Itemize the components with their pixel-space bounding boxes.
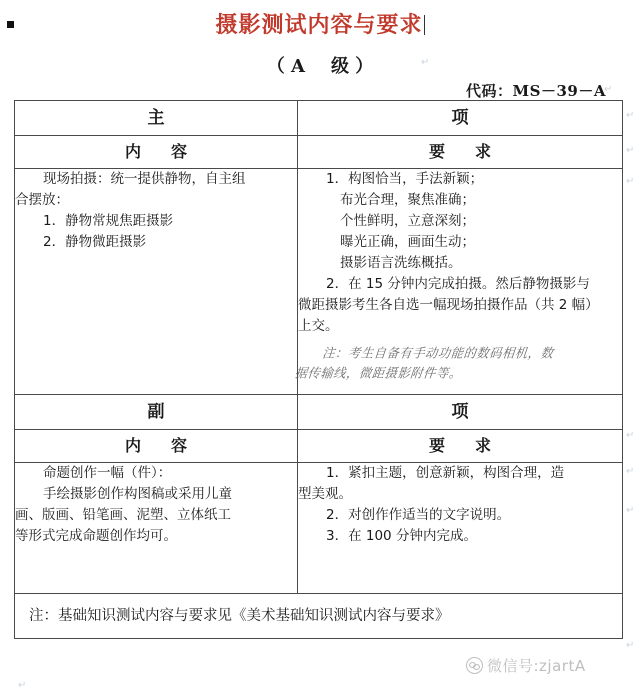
page-title	[0, 8, 640, 39]
main-req-line-8: 上交。	[298, 318, 339, 334]
grade-prefix: （ A	[266, 56, 305, 77]
watermark	[466, 655, 586, 676]
sub-req-line-3: 2．对创作作适当的文字说明。	[326, 507, 511, 523]
sub-requirement-cell	[298, 463, 623, 594]
watermark-text: 微信号:zjartA	[487, 657, 586, 675]
sub-content-line-1: 命题创作一幅（件）：	[43, 465, 172, 481]
column-header-content-sub-cell	[15, 430, 298, 463]
sub-content-line-3: 画、版画、铅笔画、泥塑、立体纸工	[15, 507, 231, 523]
section-body-main	[15, 169, 623, 395]
footer-note-row	[15, 594, 623, 639]
handwritten-note-line-2: 据传输线，微距摄影附件等。	[294, 364, 463, 381]
section-banner-main-right-cell	[298, 101, 623, 136]
column-header-content-main	[15, 136, 297, 168]
section-banner-sub-right: 项	[451, 402, 469, 422]
colhead-main-req-a: 要	[428, 142, 445, 161]
main-req-line-2: 布光合理，聚焦准确；	[340, 192, 475, 208]
main-req-line-4: 曝光正确，画面生动；	[340, 234, 475, 250]
pilcrow-mark: ↵	[626, 640, 635, 651]
sub-req-line-1: 1．紧扣主题，创意新颖，构图合理，造	[326, 465, 565, 481]
pilcrow-mark: ↵	[18, 680, 27, 691]
exam-code: 代码：MS－39－A	[466, 82, 606, 100]
sub-content-cell	[15, 463, 298, 594]
column-header-content-main-cell	[15, 136, 298, 169]
sub-req-line-2: 型美观。	[298, 486, 352, 502]
main-content-line-2: 合摆放：	[15, 192, 69, 208]
section-banner-sub-right-cell	[298, 395, 623, 430]
main-req-line-1: 1．构图恰当，手法新颖；	[326, 171, 484, 187]
colhead-main-req-b: 求	[475, 142, 492, 161]
column-header-requirement-main	[298, 136, 622, 168]
footer-note: 注：基础知识测试内容与要求见《美术基础知识测试内容与要求》	[29, 608, 450, 624]
section-banner-sub	[15, 395, 623, 430]
section-banner-main-left: 主	[147, 108, 165, 128]
main-content-line-1: 现场拍摄：统一提供静物，自主组	[43, 171, 246, 187]
main-req-line-6: 2．在 15 分钟内完成拍摄。然后静物摄影与	[326, 276, 590, 292]
colhead-sub-req-a: 要	[428, 436, 445, 455]
main-requirement-cell	[294, 169, 623, 395]
sub-content-line-2: 手绘摄影创作构图稿或采用儿童	[43, 486, 232, 502]
requirements-table	[14, 100, 623, 639]
pilcrow-mark: ↵	[626, 505, 635, 516]
section-banner-sub-left: 副	[147, 402, 165, 422]
handwritten-note	[294, 343, 616, 383]
pilcrow-mark: ↵	[626, 176, 635, 187]
section-body-sub	[15, 463, 623, 594]
main-req-line-3: 个性鲜明，立意深刻；	[340, 213, 475, 229]
grade-suffix: 级 ）	[330, 56, 374, 77]
footer-note-cell	[15, 594, 623, 639]
pilcrow-mark: ↵	[626, 430, 635, 441]
pilcrow-mark: ↵	[421, 57, 430, 68]
section-banner-main-right: 项	[451, 108, 469, 128]
colhead-sub-req-b: 求	[475, 436, 492, 455]
pilcrow-mark: ↵	[604, 84, 613, 95]
main-req-line-7: 微距摄影考生各自选一幅现场拍摄作品（共 2 幅）	[298, 297, 599, 313]
main-content-cell	[15, 169, 298, 395]
column-headers-sub	[15, 430, 623, 463]
section-banner-main	[15, 101, 623, 136]
colhead-main-content-b: 容	[171, 142, 188, 161]
page-title-text: 摄影测试内容与要求	[215, 12, 423, 38]
main-req-line-5: 摄影语言洗练概括。	[340, 255, 462, 271]
pilcrow-mark: ↵	[626, 145, 635, 156]
column-header-content-sub	[15, 430, 297, 462]
section-banner-sub-left-cell	[15, 395, 298, 430]
main-content-line-3: 1．静物常规焦距摄影	[43, 213, 174, 229]
column-header-requirement-sub	[298, 430, 622, 462]
column-header-requirement-main-cell	[298, 136, 623, 169]
colhead-sub-content-b: 容	[171, 436, 188, 455]
column-headers-main	[15, 136, 623, 169]
colhead-main-content-a: 内	[124, 142, 141, 161]
wechat-badge-icon	[466, 657, 483, 674]
sub-req-line-4: 3．在 100 分钟内完成。	[326, 528, 477, 544]
sub-content-line-4: 等形式完成命题创作均可。	[15, 528, 177, 544]
text-caret	[424, 15, 425, 35]
grade-line	[0, 52, 640, 78]
pilcrow-mark: ↵	[626, 110, 635, 121]
pilcrow-mark: ↵	[626, 466, 635, 477]
section-banner-main-left-cell	[15, 101, 298, 136]
column-header-requirement-sub-cell	[298, 430, 623, 463]
handwritten-note-line-1: 注：考生自备有手动功能的数码相机，数	[321, 345, 555, 361]
colhead-sub-content-a: 内	[124, 436, 141, 455]
main-content-line-4: 2．静物微距摄影	[43, 234, 147, 250]
